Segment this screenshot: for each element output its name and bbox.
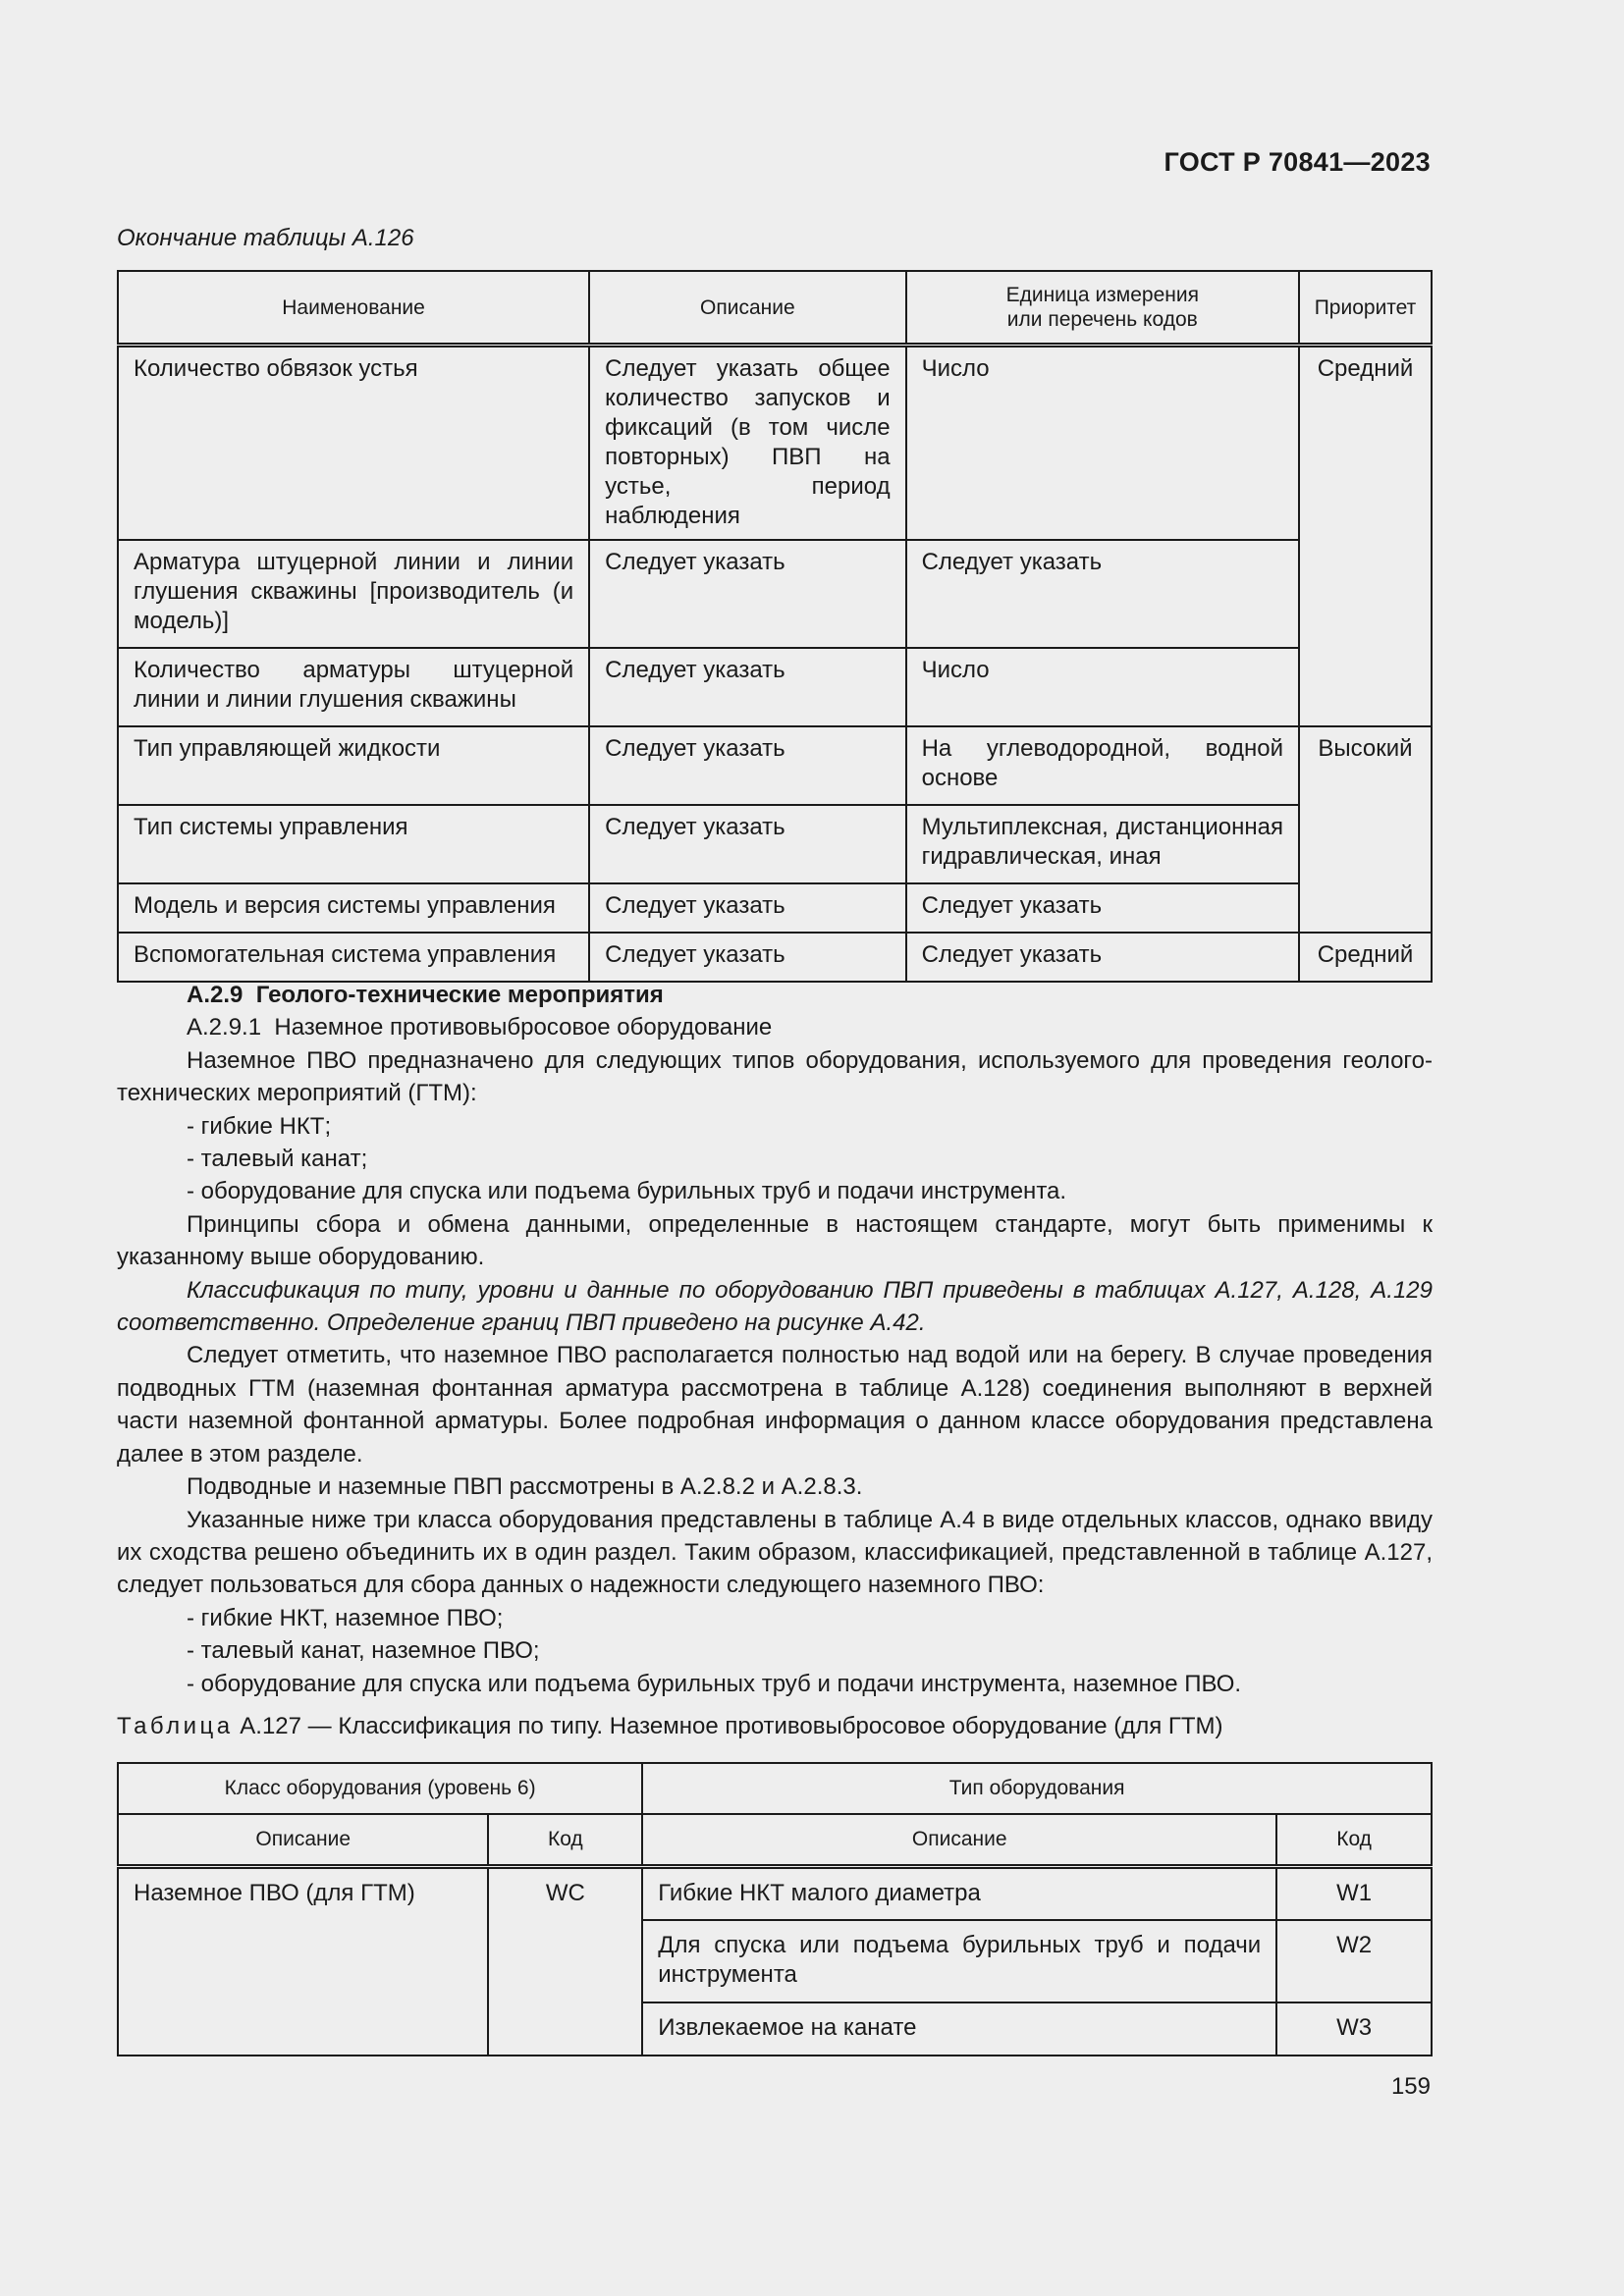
table-row [118, 805, 1432, 883]
column-header-code: Код [488, 1814, 642, 1867]
paragraph: Подводные и наземные ПВП рассмотрены в А.2.8.2 и А.2.8.3. [187, 1473, 863, 1501]
cell-unit: Следует указать [906, 883, 1299, 933]
table-row [118, 346, 1432, 541]
cell-unit: На углеводородной, водной основе [906, 726, 1299, 805]
cell-description: Следует указать общее количество запусков и фиксаций (в том числе повторных) ПВП на устье, период наблюдения [589, 346, 905, 541]
page-number: 159 [1390, 2073, 1431, 2100]
paragraph: Наземное ПВО предназначено для следующих типов оборудования, используемого для проведения геолого-технических мероприятий (ГТМ): [117, 1046, 1433, 1107]
list-item: - гибкие НКТ, наземное ПВО; [187, 1604, 504, 1631]
cell-type-description: Для спуска или подъема бурильных труб и подачи инструмента [642, 1920, 1276, 2002]
paragraph: Следует отметить, что наземное ПВО располагается полностью над водой или на берегу. В случае проведения подводных ГТМ (наземная фонтанная арматура рассмотрена в таблице А.128) соединения выполняют в верхней части наземной фонтанной арматуры. Более подробная информация о данном классе оборудования представлена далее в этом разделе. [117, 1342, 1433, 1468]
cell-unit: Следует указать [906, 933, 1299, 982]
column-header-description: Описание [589, 271, 905, 346]
cell-priority: Средний [1299, 346, 1432, 727]
table-caption-text: А.127 — Классификация по типу. Наземное противовыбросовое оборудование (для ГТМ) [240, 1712, 1223, 1739]
subsection-heading: А.2.9.1 Наземное противовыбросовое оборудование [187, 1014, 773, 1041]
table-row [118, 933, 1432, 982]
table-row [118, 1867, 1432, 1920]
cell-type-code: W3 [1276, 2002, 1432, 2056]
cell-unit: Следует указать [906, 540, 1299, 648]
group-header-type: Тип оборудования [642, 1763, 1432, 1814]
column-header-unit-text: Единица измерения или перечень кодов [1005, 284, 1199, 331]
cell-description: Следует указать [589, 883, 905, 933]
table-row [118, 726, 1432, 805]
cell-description: Следует указать [589, 805, 905, 883]
paragraph: Принципы сбора и обмена данными, определенные в настоящем стандарте, могут быть применимы к указанному выше оборудованию. [117, 1210, 1433, 1271]
table-row [118, 540, 1432, 648]
column-header-unit [906, 271, 1299, 346]
paragraph-italic: Классификация по типу, уровни и данные по оборудованию ПВП приведены в таблицах А.127, А.128, А.129 соответственно. Определение границ ПВП приведено на рисунке А.42. [117, 1276, 1433, 1337]
cell-type-description: Гибкие НКТ малого диаметра [642, 1867, 1276, 1920]
table-continuation-caption: Окончание таблицы А.126 [117, 225, 414, 251]
cell-unit: Число [906, 648, 1299, 726]
cell-class-description: Наземное ПВО (для ГТМ) [118, 1867, 488, 2056]
cell-unit: Мультиплексная, дистанционная гидравлическая, иная [906, 805, 1299, 883]
section-heading: А.2.9 Геолого-технические мероприятия [187, 982, 664, 1008]
table-caption [117, 1710, 1433, 1742]
cell-description: Следует указать [589, 540, 905, 648]
cell-description: Следует указать [589, 726, 905, 805]
cell-name: Количество арматуры штуцерной линии и линии глушения скважины [118, 648, 589, 726]
cell-description: Следует указать [589, 933, 905, 982]
list-item: - оборудование для спуска или подъема бурильных труб и подачи инструмента. [187, 1178, 1067, 1205]
cell-type-code: W2 [1276, 1920, 1432, 2002]
cell-name: Количество обвязок устья [118, 346, 589, 541]
cell-type-code: W1 [1276, 1867, 1432, 1920]
list-item: - гибкие НКТ; [187, 1112, 332, 1140]
column-header-name: Наименование [118, 271, 589, 346]
list-item: - талевый канат, наземное ПВО; [187, 1637, 540, 1665]
cell-class-code: WC [488, 1867, 642, 2056]
cell-type-description: Извлекаемое на канате [642, 2002, 1276, 2056]
cell-priority: Высокий [1299, 726, 1432, 933]
list-item: - талевый канат; [187, 1146, 368, 1173]
cell-name: Модель и версия системы управления [118, 883, 589, 933]
cell-priority: Средний [1299, 933, 1432, 982]
table-a126-end [117, 270, 1433, 983]
column-header-priority: Приоритет [1299, 271, 1432, 346]
body-text [117, 979, 1433, 1742]
cell-name: Тип управляющей жидкости [118, 726, 589, 805]
column-header-code: Код [1276, 1814, 1432, 1867]
list-item: - оборудование для спуска или подъема бурильных труб и подачи инструмента, наземное ПВО. [187, 1670, 1242, 1697]
table-row [118, 648, 1432, 726]
cell-unit: Число [906, 346, 1299, 541]
cell-name: Вспомогательная система управления [118, 933, 589, 982]
column-header-description: Описание [118, 1814, 488, 1867]
group-header-class: Класс оборудования (уровень 6) [118, 1763, 642, 1814]
table-a127 [117, 1762, 1433, 2056]
table-row [118, 883, 1432, 933]
table-caption-label: Таблица [117, 1712, 234, 1739]
column-header-description: Описание [642, 1814, 1276, 1867]
paragraph: Указанные ниже три класса оборудования представлены в таблице А.4 в виде отдельных классов, однако ввиду их сходства решено объединить их в один раздел. Таким образом, классификацией, представленной в таблице А.127, следует пользоваться для сбора данных о надежности следующего наземного ПВО: [117, 1506, 1433, 1599]
cell-name: Тип системы управления [118, 805, 589, 883]
document-header: ГОСТ Р 70841—2023 [1164, 147, 1431, 177]
cell-description: Следует указать [589, 648, 905, 726]
cell-name: Арматура штуцерной линии и линии глушения скважины [производитель (и модель)] [118, 540, 589, 648]
